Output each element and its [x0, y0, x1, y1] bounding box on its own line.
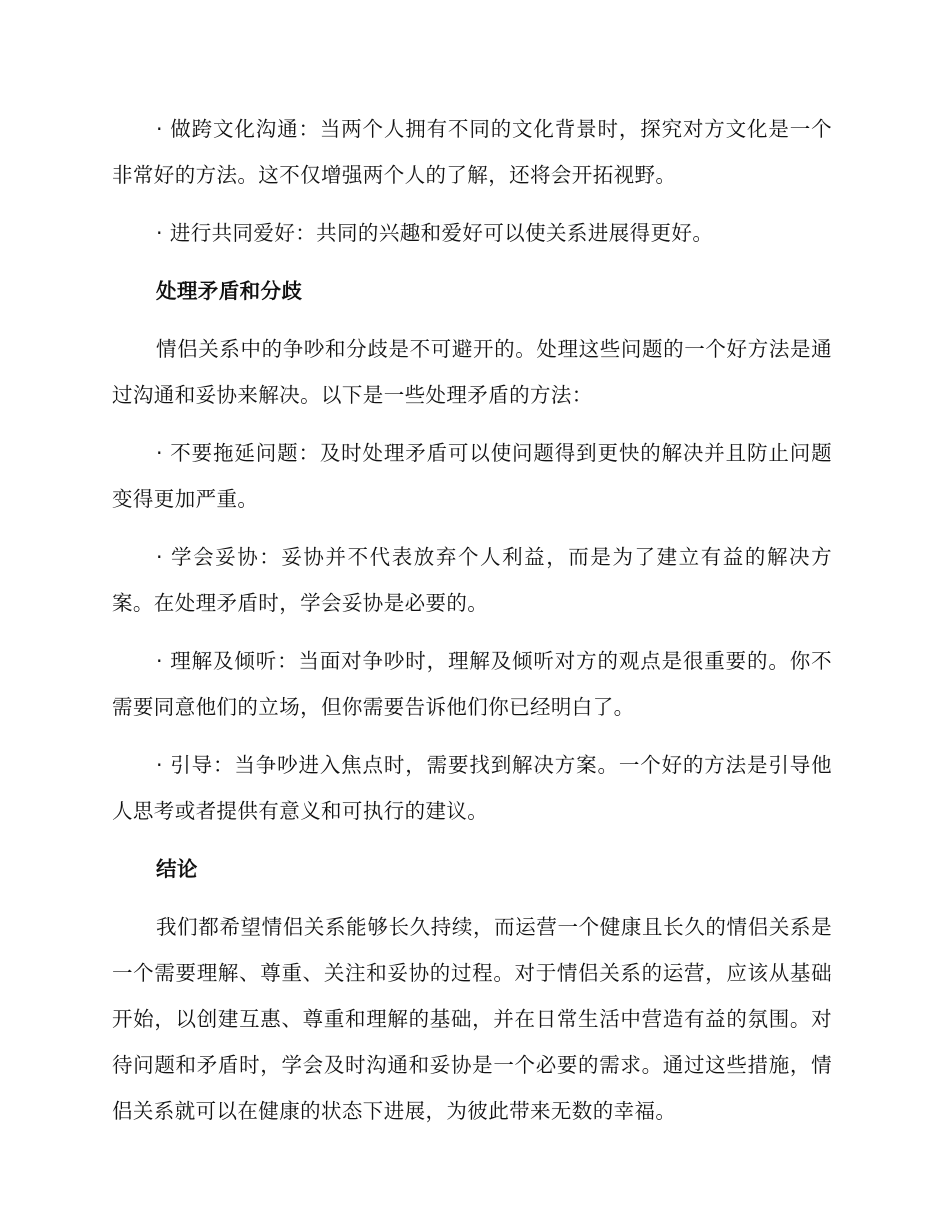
document-body — [112, 106, 832, 1146]
bullet-no-delay: · 不要拖延问题：及时处理矛盾可以使问题得到更快的解决并且防止问题变得更加严重。 — [112, 441, 832, 511]
bullet-understand-listen: · 理解及倾听：当面对争吵时，理解及倾听对方的观点是很重要的。你不需要同意他们的立场，但你需要告诉他们你已经明白了。 — [112, 649, 832, 719]
bullet-compromise: · 学会妥协：妥协并不代表放弃个人利益，而是为了建立有益的解决方案。在处理矛盾时，学会妥协是必要的。 — [112, 545, 832, 615]
section-heading-conclusion: 结论 — [156, 857, 198, 881]
bullet-guide: · 引导：当争吵进入焦点时，需要找到解决方案。一个好的方法是引导他人思考或者提供有意义和可执行的建议。 — [112, 753, 832, 823]
bullet-shared-hobbies: · 进行共同爱好：共同的兴趣和爱好可以使关系进展得更好。 — [156, 221, 714, 245]
paragraph-conflict-intro: 情侣关系中的争吵和分歧是不可避开的。处理这些问题的一个好方法是通过沟通和妥协来解决。以下是一些处理矛盾的方法： — [112, 337, 832, 407]
paragraph-conclusion: 我们都希望情侣关系能够长久持续，而运营一个健康且长久的情侣关系是一个需要理解、尊重、关注和妥协的过程。对于情侣关系的运营，应该从基础开始，以创建互惠、尊重和理解的基础，并在日常生活中营造有益的氛围。对待问题和矛盾时，学会及时沟通和妥协是一个必要的需求。通过这些措施，情侣关系就可以在健康的状态下进展，为彼此带来无数的幸福。 — [112, 915, 832, 1123]
section-heading-conflict: 处理矛盾和分歧 — [156, 279, 303, 303]
bullet-cross-cultural-communication: · 做跨文化沟通：当两个人拥有不同的文化背景时，探究对方文化是一个非常好的方法。这不仅增强两个人的了解，还将会开拓视野。 — [112, 117, 832, 187]
